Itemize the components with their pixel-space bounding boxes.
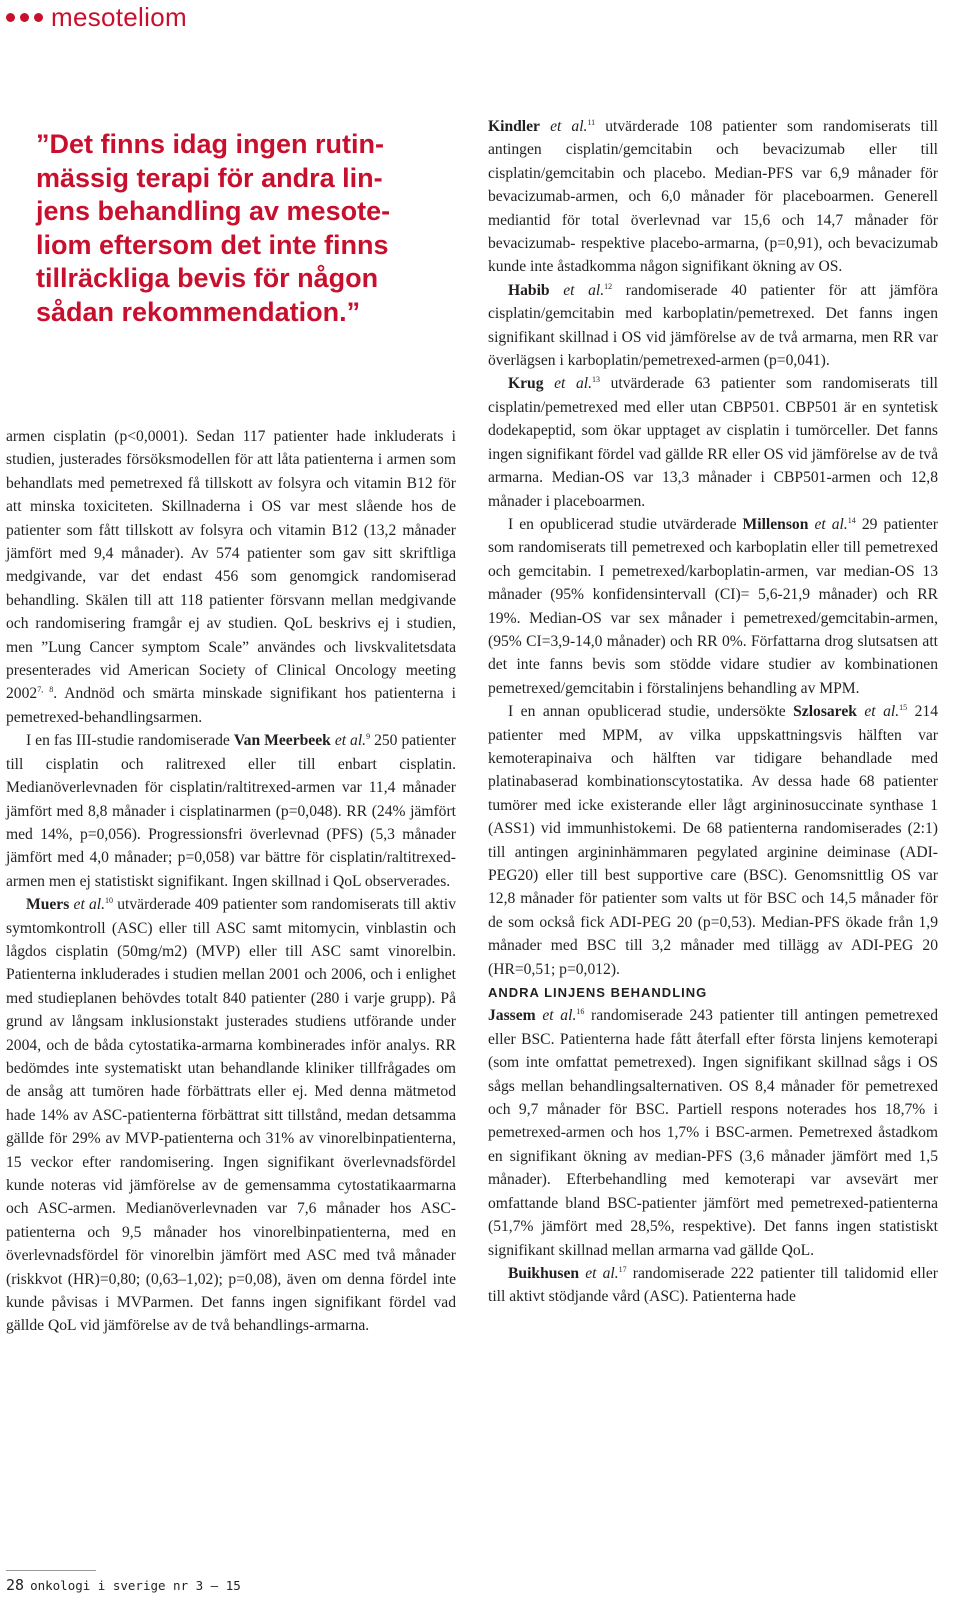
body-paragraph: Buikhusen et al.$^{17}$ randomiserade 222 patienter till talidomid eller till aktivt stödjande vård (ASC). Patienterna hade — [488, 1264, 938, 1306]
body-paragraph: I en annan opublicerad studie, undersökte Szlosarek et al.$^{15}$ 214 patienter med MPM, av vilka uppskattningsvis hälften var kemoterapinaiva och hälften var tidigare behandlade med platinabaserad kombinationscytostatika. Av dessa hade 68 patienter tumörer med icke existerande eller lågt argininosuccinate synthase 1 (ASS1) vid immunhistokemi. De 68 patienterna randomiserades (2:1) till antingen argininhämmaren pegylated arginine deiminase (ADI-PEG20) eller till best supportive care (BSC). Genomsnittlig OS var 12,8 månader för patienter som valts ut för BSC och 14,5 månader för de som också fick ADI-PEG 20 (p=0,53). Median-PFS ökade från 1,9 månader med BSC till 3,2 månader med tillägg av ADI-PEG 20 (HR=0,51; p=0,012). — [488, 702, 938, 978]
body-paragraph: Muers et al.$^{10}$ utvärderade 409 patienter som randomiserats till aktiv symtomkontroll (ASC) eller till ASC samt mitomycin, vinblastin och lågdos cisplatin (50mg/m2) (MVP) eller till ASC samt vinorelbin. Patienterna inkluderades i studien mellan 2001 och 2006, och i enlighet med studieplanen behövdes totalt 840 patienter (280 i varje grupp). På grund av långsam inklusionstakt justerades studiens utförande under 2004, och de båda cytostatika-armarna kombinerades inför analys. RR bedömdes inte systematiskt utan behandlande kliniker tillfrågades om de ansåg att tumören hade förbättrats eller ej. Med denna mätmetod hade 14% av ASC-patienterna förbättrat sitt tillstånd, medan detsamma gällde för 29% av MVP-patienterna och 31% av vinorelbinpatienterna, 15 veckor efter randomisering. Ingen signifikant överlevnadsfördel kunde noteras vid jämförelse av de gemensamma cytostatikaarmarna och ASC-armen. Medianöverlevnaden var 7,6 månader hos ASC-patienterna och 9,5 månader hos vinorelbinpatienterna, med en överlevnadsfördel för vinorelbin jämfört med ASC med två månader (riskkvot (HR)=0,80; (0,63–1,02); p=0,08), även om denna fördel inte kunde påvisas i MVParmen. Det fanns ingen signifikant fördel vad gällde QoL vid jämförelse av de två behandlings-armarna. — [6, 895, 457, 1335]
section-subheading: ANDRA LINJENS BEHANDLING — [488, 985, 708, 1001]
header-dots — [6, 13, 43, 22]
bullet-dot — [34, 13, 43, 22]
pull-quote-line: ”Det finns idag ingen rutin- — [36, 129, 384, 159]
bullet-dot — [20, 13, 29, 22]
section-title: mesoteliom — [51, 1, 187, 32]
page-footer — [6, 1576, 241, 1594]
body-paragraph: armen cisplatin (p<0,0001). Sedan 117 patienter hade inkluderats i studien, justerades försöksmodellen för att låta patienterna i armen som behandlats med pemetrexed få tillskott av folsyra och vitamin B12 för att minska toxiciteten. Skillnaderna i OS var mest slående hos de patienter som fått tillskott av folsyra och vitamin B12 (13,2 månader jämfört med 9,4 månader). Av 574 patienter som gav sitt skriftliga medgivande, var det endast 456 som genomgick randomiserad behandling. Skälen till att 118 patienter försvann mellan medgivande och randomisering framgår ej av studien. QoL beskrivs ej i studien, men ”Lung Cancer symptom Scale” användes och livskvalitetsdata presenterades vid American Society of Clinical Oncology meeting 2002$^{7, 8}$. Andnöd och smärta minskade signifikant hos patienterna i pemetrexed-behandlingsarmen. — [6, 428, 456, 726]
pull-quote-line: sådan rekommendation.” — [36, 296, 361, 327]
right-column — [488, 115, 938, 1309]
page-header — [6, 0, 187, 34]
pull-quote-line: liom eftersom det inte finns — [36, 229, 389, 260]
body-paragraph: Jassem et al.$^{16}$ randomiserade 243 patienter till antingen pemetrexed eller BSC. Patienterna hade fått återfall efter första linjens kemoterapi (som inte omfattat pemetrexed). Ingen signifikant skillnad sågs i OS sågs mellan behandlingsalternativen. OS 8,4 månader för pemetrexed och 9,7 månader för BSC. Partiell respons noterades hos 18,7% i pemetrexed-armen och hos 1,7% i BSC-armen. Pemetrexed åstadkom en signifikant ökning av median-PFS (3,6 månader jämfört med 1,5 månader). Efterbehandling med kemoterapi var avsevärt mer omfattande bland BSC-patienter jämfört med pemetrexed-patienterna (51,7% jämfört med 28,5%, respektive). Det fanns ingen statistiskt signifikant skillnad mellan armarna vad gällde QoL. — [488, 1007, 938, 1259]
pull-quote-line: mässig terapi för andra lin- — [36, 162, 383, 193]
body-paragraph: I en fas III-studie randomiserade Van Meerbeek et al.$^9$ 250 patienter till cisplatin och ralitrexed eller till enbart cisplatin. Medianöverlevnaden för cisplatin/raltitrexed-armen var 11,4 månader jämfört med 8,8 månader i cisplatinarmen (p=0,048). RR (24% jämfört med 14%, p=0,056). Progressionsfri överlevnad (PFS) (5,3 månader jämfört med 4,0 månader; p=0,058) var bättre för cisplatin/raltitrexed-armen men ej statistiskt signifikant. Ingen skillnad i QoL observerades. — [6, 732, 457, 890]
left-column — [6, 425, 456, 1338]
page-number: 28 — [6, 1576, 25, 1594]
body-paragraph: Habib et al.$^{12}$ randomiserade 40 patienter för att jämföra cisplatin/gemcitabin med karboplatin/pemetrexed. Det fanns ingen signifikant skillnad i OS vid jämförelse av de två armarna, men RR var överlägsen i karboplatin/pemetrexed-armen (p=0,041). — [488, 281, 939, 370]
journal-name: onkologi i sverige nr 3 – 15 — [30, 1578, 241, 1593]
pull-quote-line: tillräckliga bevis för någon — [36, 263, 379, 293]
body-paragraph: I en opublicerad studie utvärderade Millenson et al.$^{14}$ 29 patienter som randomiserats till pemetrexed och karboplatin eller till pemetrexed och gemcitabin. I pemetrexed/karboplatin-armen, var median-OS 13 månader (95% konfidensintervall (CI)= 5,6-21,9 månader) och RR 19%. Median-OS var sex månader i pemetrexed/gemcitabin-armen, (95% CI=3,9-14,0 månader) och RR 0%. Författarna drog slutsatsen att det inte fanns bevis som stödde vidare studier av kombinationen pemetrexed/gemcitabin i förstalinjens behandling av MPM. — [488, 515, 938, 697]
body-paragraph: Kindler et al.$^{11}$ utvärderade 108 patienter som randomiserats till antingen cisplatin/gemcitabin och bevacizumab eller till cisplatin/gemcitabin och placebo. Median-PFS var 6,9 månader för bevacizumab-armen, och 6,0 månader för placeboarmen. Generell mediantid för total överlevnad var 15,6 och 14,7 månader för bevacizumab- respektive placebo-armarna, (p=0,91), och bevacizumab kunde inte åstadkomma någon signifikant ökning av OS. — [488, 117, 938, 276]
pull-quote — [36, 128, 456, 329]
bullet-dot — [6, 13, 15, 22]
body-paragraph: Krug et al.$^{13}$ utvärderade 63 patienter som randomiserats till cisplatin/pemetrexed med eller utan CBP501. CBP501 är en syntetisk dodekapeptid, som ökar upptaget av cisplatin i tumörceller. Det fanns ingen signifikant fördel vad gällde RR eller OS vid jämförelse av de två armarna. Median-OS var 13,3 månader i CBP501-armen och 12,8 månader i placeboarmen. — [488, 375, 939, 510]
footer-divider — [6, 1570, 96, 1571]
pull-quote-line: jens behandling av mesote- — [36, 196, 391, 226]
